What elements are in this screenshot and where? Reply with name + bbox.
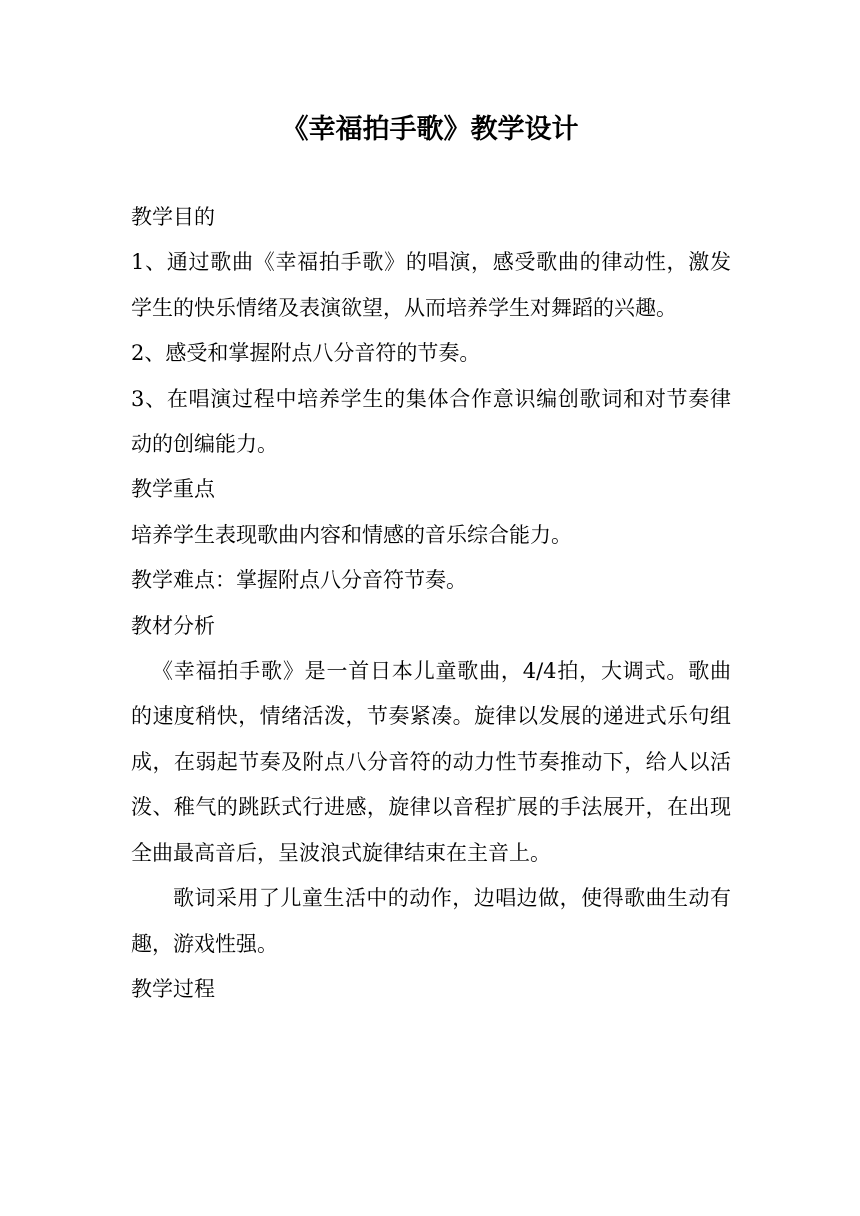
- key-points-heading: 教学重点: [131, 477, 215, 502]
- objective-3: 3、在唱演过程中培养学生的集体合作意识编创歌词和对节奏律动的创编能力。: [131, 386, 731, 457]
- objective-2: 2、感受和掌握附点八分音符的节奏。: [131, 341, 481, 366]
- analysis-paragraph-2: 歌词采用了儿童生活中的动作，边唱边做，使得歌曲生动有趣，游戏性强。: [131, 886, 731, 956]
- objective-1: 1、通过歌曲《幸福拍手歌》的唱演，感受歌曲的律动性，激发学生的快乐情绪及表演欲望，从而培养学生对舞蹈的兴趣。: [131, 250, 731, 320]
- analysis-paragraph-1: 《幸福拍手歌》是一首日本儿童歌曲，4/4拍，大调式。歌曲的速度稍快，情绪活泼，节奏紧凑。旋律以发展的递进式乐句组成，在弱起节奏及附点八分音符的动力性节奏推动下，给人以活泼、稚气的跳跃式行进感，旋律以音程扩展的手法展开，在出现全曲最高音后，呈波浪式旋律结束在主音上。: [131, 659, 731, 865]
- key-points-text: 培养学生表现歌曲内容和情感的音乐综合能力。: [131, 522, 572, 547]
- objectives-heading: 教学目的: [131, 205, 215, 229]
- difficulty-text: 教学难点：掌握附点八分音符节奏。: [131, 568, 467, 593]
- document-title: 《幸福拍手歌》教学设计: [281, 114, 579, 145]
- process-heading: 教学过程: [131, 976, 215, 1001]
- document-body: [131, 195, 731, 1012]
- analysis-heading: 教材分析: [131, 613, 215, 638]
